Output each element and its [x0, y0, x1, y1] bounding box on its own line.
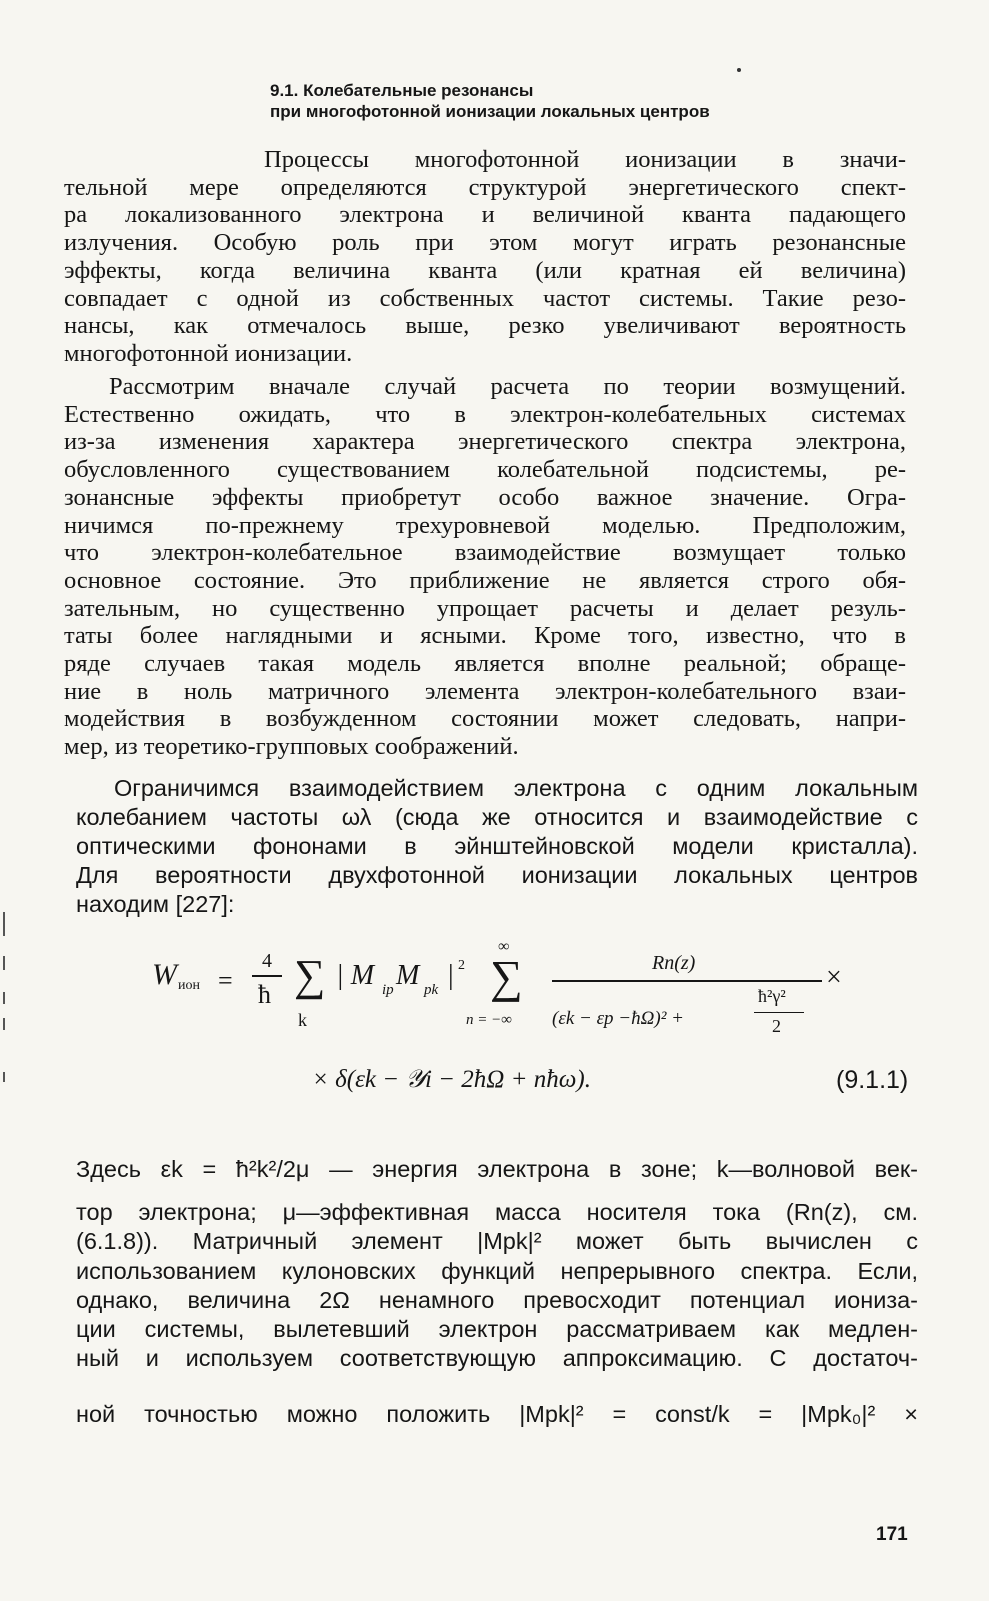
text-line: таты более наглядными и ясными. Кроме того, известно, что в: [64, 622, 906, 650]
eq-frac-bar: [252, 975, 282, 977]
eq-gamma-bar: [754, 1012, 804, 1013]
text-line: однако, величина 2Ω ненамного превосходит потенциал иониза-: [76, 1286, 918, 1313]
text-line: Здесь εk = ħ²k²/2μ — энергия электрона в зоне; k—волновой век-: [76, 1156, 918, 1182]
section-title-line-1: 9.1. Колебательные резонансы: [270, 81, 534, 100]
eq-mod-mid: M: [396, 960, 420, 991]
section-heading: [270, 80, 890, 122]
eq-gamma-den: 2: [772, 1016, 781, 1036]
paragraph-2: [64, 373, 906, 761]
equation-number: (9.1.1): [836, 1066, 909, 1094]
text-line: ной точностью можно положить |Mpk|² = const/k = |Mpk₀|² ×: [76, 1401, 918, 1427]
eq-mod-close: |: [448, 960, 454, 991]
text-line: использованием кулоновских функций непрерывного спектра. Если,: [76, 1257, 918, 1284]
eq-frac-num: 4: [262, 950, 272, 972]
section-title-line-2: при многофотонной ионизации локальных центров: [270, 102, 710, 121]
eq-times: ×: [826, 962, 842, 993]
text-line: Рассмотрим вначале случай расчета по теории возмущений.: [109, 373, 906, 400]
text-line: ничимся по-прежнему трехуровневой моделью. Предположим,: [64, 511, 906, 539]
eq-main-frac-bar: [552, 980, 822, 982]
text-line: зательным, но существенно упрощает расчеты и делает резуль-: [64, 594, 906, 622]
text-line: Процессы многофотонной ионизации в значи-: [264, 146, 906, 173]
margin-mark: [3, 956, 5, 970]
page-number: 171: [876, 1524, 908, 1545]
text-line: мер, из теоретико-групповых соображений.: [64, 733, 519, 761]
eq-line-2: × δ(εk − 𝒴i − 2ħΩ + nħω).: [312, 1066, 591, 1093]
paragraph-4-continued: [76, 1198, 918, 1374]
margin-mark: [3, 1018, 5, 1030]
text-line: зонансные эффекты приобретут особо важное значение. Огра-: [64, 483, 906, 511]
text-line: обусловленного существованием колебательной подсистемы, ре-: [64, 456, 906, 484]
eq-lhs: W: [152, 958, 177, 991]
text-line: Для вероятности двухфотонной ионизации локальных центров: [76, 862, 918, 888]
eq-sum2-top: ∞: [498, 938, 510, 955]
eq-mod-sup: 2: [458, 958, 465, 973]
paragraph-1: [64, 146, 906, 368]
text-line: ряде случаев такая модель является вполне реальной; обраще-: [64, 650, 906, 678]
paragraph-4: [76, 1148, 918, 1190]
eq-sum2-bottom: n = −∞: [466, 1012, 512, 1028]
margin-mark: [3, 992, 5, 1004]
text-line: оптическими фононами в эйнштейновской модели кристалла).: [76, 833, 918, 859]
text-line: нансы, как отмечалось выше, резко увеличивают вероятность: [64, 312, 906, 340]
text-line: тельной мере определяются структурой энергетического спект-: [64, 173, 906, 201]
eq-mod-sub1: ip: [382, 982, 394, 998]
text-line: из-за изменения характера энергетического спектра электрона,: [64, 428, 906, 456]
text-line: (6.1.8)). Матричный элемент |Mpk|² может быть вычислен с: [76, 1228, 918, 1255]
eq-mod-sub2: pk: [424, 982, 439, 998]
text-line: основное состояние. Это приближение не является строго обя-: [64, 566, 906, 594]
text-line: совпадает с одной из собственных частот системы. Такие резо-: [64, 284, 906, 312]
paragraph-4-last-line: [76, 1400, 918, 1429]
text-line: излучения. Особую роль при этом могут играть резонансные: [64, 229, 906, 257]
eq-sum-symbol: ∑: [294, 951, 326, 1000]
eq-sum-sub: k: [298, 1010, 307, 1030]
eq-equals: =: [218, 966, 233, 995]
text-line: модействия в возбужденном состоянии может следовать, напри-: [64, 705, 906, 733]
eq-modulus: | M: [336, 960, 375, 991]
text-line: что электрон-колебательное взаимодействие возмущает только: [64, 539, 906, 567]
eq-gamma-num: ħ²γ²: [758, 986, 786, 1006]
print-speck: [737, 68, 741, 72]
text-line: ра локализованного электрона и величиной кванта падающего: [64, 201, 906, 229]
margin-mark: [3, 912, 5, 936]
text-line: ние в ноль матричного элемента электрон-колебательного взаи-: [64, 677, 906, 705]
text-line: Ограничимся взаимодействием электрона с одним локальным: [114, 775, 918, 801]
paragraph-3: [76, 774, 918, 919]
eq-sum2-symbol: ∑: [490, 951, 523, 1002]
text-line: ции системы, вылетевший электрон рассматриваем как медлен-: [76, 1316, 918, 1343]
text-line: многофотонной ионизации.: [64, 339, 353, 367]
text-line: эффекты, когда величина кванта (или кратная ей величина): [64, 256, 906, 284]
text-line: ный и используем соответствующую аппроксимацию. С достаточ-: [76, 1345, 918, 1372]
eq-denominator: (εk − εp −ħΩ)² +: [552, 1008, 684, 1029]
text-line: тор электрона; μ—эффективная масса носителя тока (Rn(z), см.: [76, 1199, 918, 1225]
margin-mark: [3, 1072, 5, 1082]
text-line: Естественно ожидать, что в электрон-колебательных системах: [64, 400, 906, 428]
eq-lhs-sub: ион: [178, 978, 200, 993]
text-line: находим [227]:: [76, 891, 235, 917]
text-line: колебанием частоты ωλ (сюда же относится и взаимодействие с: [76, 804, 918, 830]
eq-frac-den: ħ: [258, 980, 271, 1009]
eq-rn: Rn(z): [652, 952, 696, 974]
